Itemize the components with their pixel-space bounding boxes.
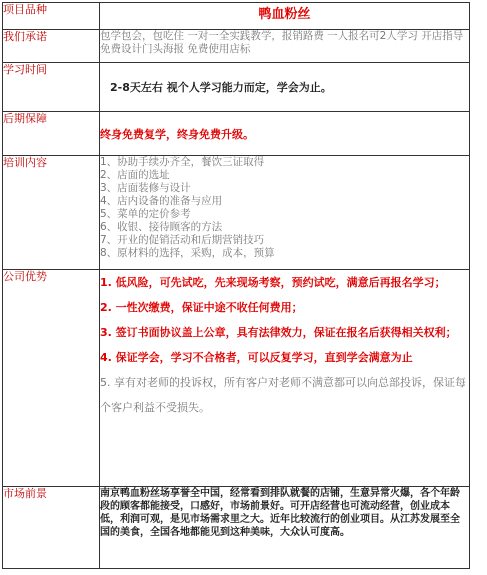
advantage-item: 3. 签订书面协议盖上公章，具有法律效力，保证在报名后获得相关权利；	[100, 326, 457, 339]
training-item: 8、原材料的选择，采购，成本，预算	[100, 247, 275, 259]
value-market: 南京鸭血粉丝场享誉全中国，经常看到排队就餐的店铺，生意异常火爆，各个年龄段的顾客都能接受，口感好，市场前景好。可开店经营也可流动经营，创业成本低，利润可观，是见市场需求里之大。近年比较流行的创业项目。从江苏发展至全国的美食，全国各地都能见到这种美味，大众认可度高。	[100, 487, 470, 569]
row-guarantee	[3, 112, 470, 156]
value-promise: 包学包会，包吃住 一对一全实践教学，报销路费 一人报名可2人学习 开店指导 免费设计门头海报 免费使用店标	[100, 30, 470, 63]
label-promise: 我们承诺	[3, 30, 100, 63]
training-item: 6、收银、接待顾客的方法	[100, 221, 223, 233]
training-item: 7、开业的促销活动和后期营销技巧	[100, 234, 265, 246]
training-item: 3、店面装修与设计	[100, 182, 191, 194]
row-duration	[3, 63, 470, 112]
value-duration: 2-8天左右 视个人学习能力而定，学会为止。	[110, 81, 332, 94]
value-project	[100, 3, 470, 30]
value-duration-cell	[100, 63, 470, 112]
row-promise	[3, 30, 470, 63]
value-training	[100, 156, 470, 270]
row-market	[3, 487, 470, 569]
training-item: 4、店内设备的准备与应用	[100, 195, 223, 207]
label-duration: 学习时间	[3, 63, 100, 112]
value-guarantee: 终身免费复学，终身免费升级。	[100, 128, 254, 141]
info-table	[2, 2, 470, 569]
advantage-item: 1. 低风险，可先试吃，先来现场考察，预约试吃，满意后再报名学习；	[100, 276, 446, 289]
training-item: 2、店面的选址	[100, 169, 170, 181]
label-project: 项目品种	[3, 3, 100, 30]
label-guarantee: 后期保障	[3, 112, 100, 156]
label-advantage: 公司优势	[3, 270, 100, 487]
label-market: 市场前景	[3, 487, 100, 569]
value-advantage	[100, 270, 470, 487]
row-project	[3, 3, 470, 30]
advantage-item: 5. 享有对老师的投诉权，所有客户对老师不满意都可以向总部投诉，保证每个客户利益不受损失。	[100, 376, 466, 414]
advantage-item: 4. 保证学会，学习不合格者，可以反复学习，直到学会满意为止	[100, 351, 413, 364]
training-item: 1、协助手续办齐全，餐饮三证取得	[100, 156, 265, 168]
training-item: 5、菜单的定价参考	[100, 208, 191, 220]
label-training: 培训内容	[3, 156, 100, 270]
project-title: 鸭血粉丝	[258, 7, 311, 22]
value-guarantee-cell	[100, 112, 470, 156]
row-advantage	[3, 270, 470, 487]
row-training	[3, 156, 470, 270]
advantage-item: 2. 一性次缴费，保证中途不收任何费用；	[100, 301, 303, 314]
